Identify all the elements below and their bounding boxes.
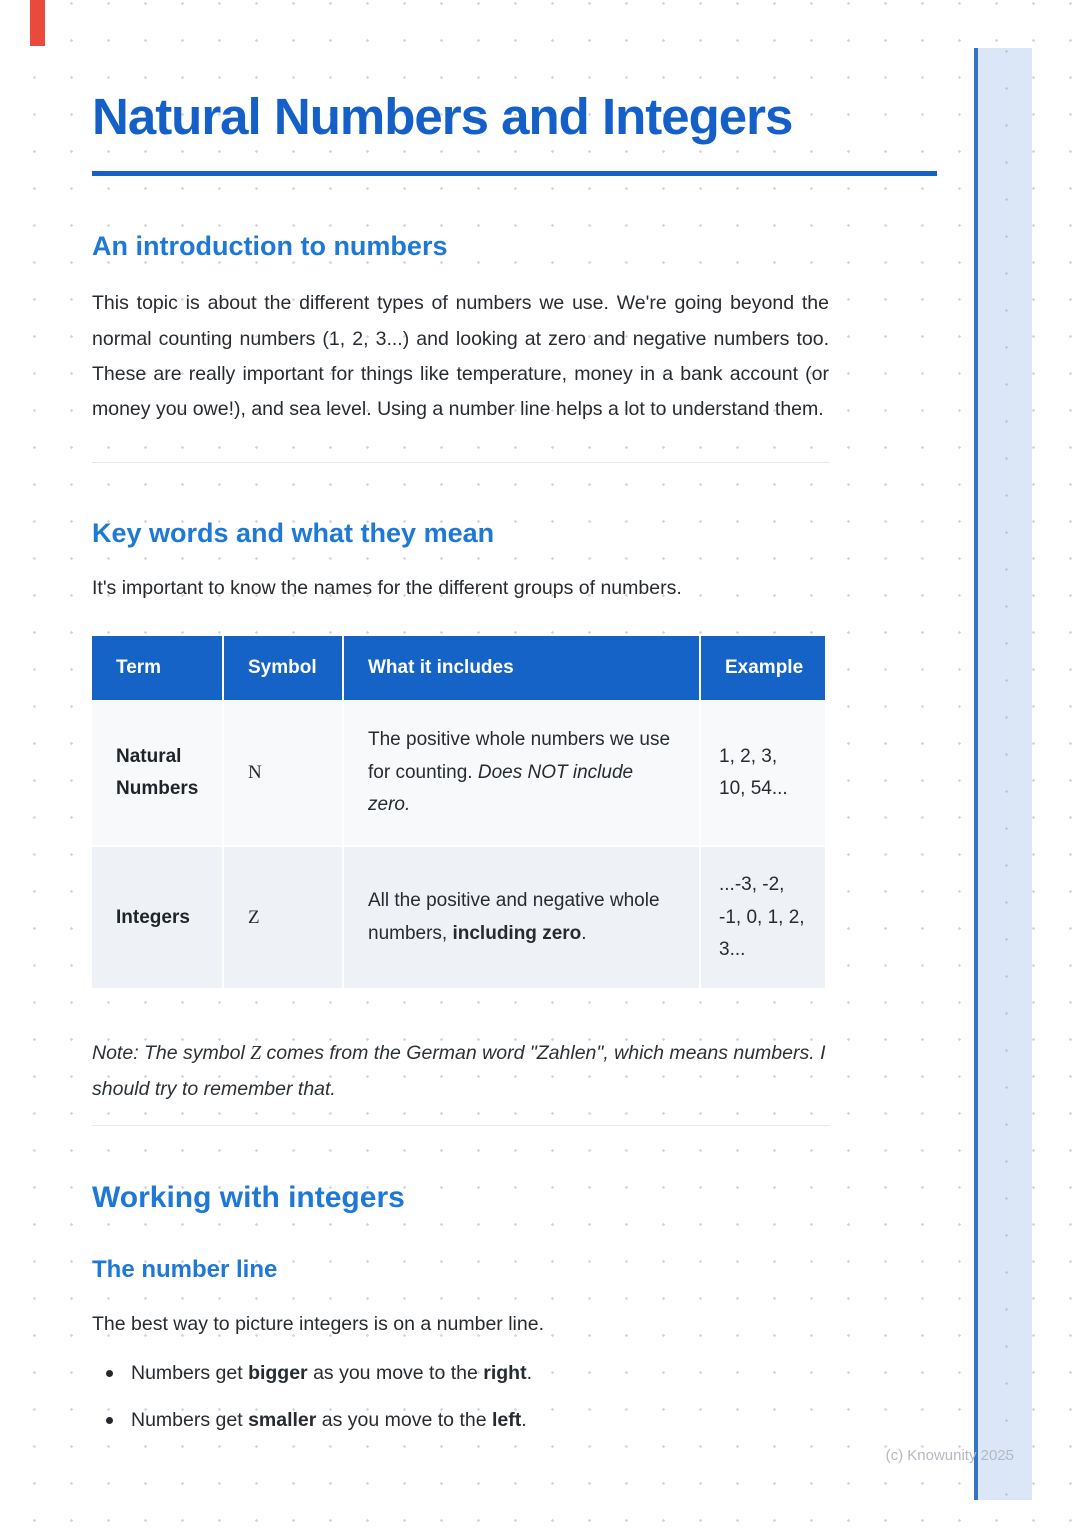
bullet-dot-icon — [106, 1370, 113, 1377]
table-row-natural-numbers — [92, 700, 825, 846]
cell-example: ...-3, -2, -1, 0, 1, 2, 3... — [700, 846, 825, 989]
table-header-term: Term — [92, 636, 223, 700]
bullet-segment: Numbers get — [131, 1362, 249, 1385]
includes-suffix: . — [581, 922, 587, 944]
section-heading-introduction: An introduction to numbers — [92, 230, 448, 261]
bullet-segment: as you move to the — [307, 1362, 484, 1385]
table-header-symbol: Symbol — [223, 636, 343, 700]
cell-term: Natural Numbers — [92, 700, 223, 846]
bookmark-ribbon — [30, 0, 45, 46]
page-title: Natural Numbers and Integers — [92, 88, 793, 145]
section-heading-working: Working with integers — [92, 1181, 405, 1215]
includes-italic-text: Does NOT include zero. — [368, 761, 634, 816]
table-header-includes: What it includes — [343, 636, 700, 700]
bullet-segment: . — [526, 1362, 533, 1385]
includes-text: All the positive and negative whole numbers, — [368, 890, 660, 944]
list-item — [92, 1358, 829, 1389]
table-row-integers — [92, 846, 825, 989]
subheading-number-line: The number line — [92, 1256, 278, 1284]
bullet-segment: Numbers get — [131, 1409, 249, 1432]
page-content — [92, 88, 937, 1436]
bullet-segment: as you move to the — [316, 1409, 492, 1432]
divider — [92, 1125, 829, 1126]
notebook-margin-band — [974, 48, 1032, 1500]
bullet-bold-segment: bigger — [248, 1362, 308, 1385]
cell-term: Integers — [92, 846, 223, 989]
watermark: (c) Knowunity 2025 — [885, 1447, 1014, 1464]
keywords-lead: It's important to know the names for the different groups of numbers. — [92, 577, 682, 600]
intro-paragraph: This topic is about the different types of numbers we use. We're going beyond the normal counting numbers (1, 2, 3...) and looking at zero and negative numbers too. These are really important for things like temperature, money in a bank account (or money you owe!), and sea level. Using a number line helps a lot to understand them. — [92, 292, 829, 421]
bullet-text — [131, 1405, 527, 1436]
bullet-bold-segment: left — [491, 1409, 522, 1432]
cell-includes — [343, 846, 700, 989]
divider — [92, 462, 829, 463]
includes-bold-text: including zero — [452, 922, 582, 944]
cell-includes — [343, 700, 700, 846]
cell-symbol: N — [223, 700, 343, 846]
table-header-example: Example — [700, 636, 825, 700]
note-text — [92, 1036, 829, 1107]
includes-text: The positive whole numbers we use for counting. — [368, 729, 671, 783]
table-header-row — [92, 636, 825, 700]
list-item — [92, 1405, 829, 1436]
bullet-text — [131, 1358, 532, 1389]
bullet-bold-segment: right — [483, 1362, 527, 1385]
bullet-bold-segment: smaller — [248, 1409, 317, 1432]
section-heading-keywords: Key words and what they mean — [92, 517, 495, 548]
cell-example: 1, 2, 3, 10, 54... — [700, 700, 825, 846]
number-line-lead: The best way to picture integers is on a number line. — [92, 1313, 544, 1335]
cell-symbol: Z — [223, 846, 343, 989]
keywords-table — [92, 636, 825, 990]
note-symbol: Z — [250, 1043, 262, 1065]
bullet-dot-icon — [106, 1417, 113, 1424]
note-prefix: Note: The symbol — [92, 1042, 251, 1065]
bullet-segment: . — [521, 1409, 527, 1432]
title-underline — [92, 171, 937, 176]
note-suffix: comes from the German word "Zahlen", which means numbers. I should try to remember that. — [92, 1042, 826, 1100]
bullet-list — [92, 1358, 937, 1436]
